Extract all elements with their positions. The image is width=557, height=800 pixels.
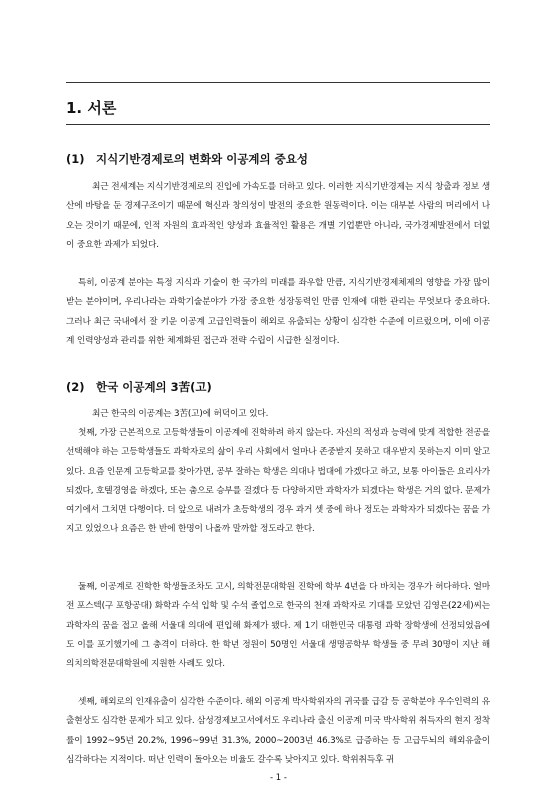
top-rule [66,82,490,83]
section-1-paragraph-1: 최근 전세계는 지식기반경제로의 진입에 가속도를 더하고 있다. 이러한 지식기반경제는 지식 창출과 정보 생산에 바탕을 둔 경제구조이기 때문에 혁신과 창의성이 발전의 중요한 원동력이다. 이는 대부분 사람의 머리에서 나오는 것이기 때문에, 인적 자원의 효과적인 양성과 효율적인 활용은 개별 기업뿐만 아니라, 국가경제발전에서 더없이 중요한 과제가 되었다. [66,182,490,250]
section-1-number: (1) [66,152,85,166]
section-2-title: 한국 이공계의 3苦(고) [96,380,212,394]
section-2-number: (2) [66,380,85,394]
section-1-title: 지식기반경제로의 변화와 이공계의 중요성 [96,152,308,166]
section-1-heading [66,151,308,167]
section-2-paragraph-4: 셋째, 해외로의 인재유출이 심각한 수준이다. 해외 이공계 박사학위자의 귀국률 급감 등 공학분야 우수인력의 유출현상도 심각한 문제가 되고 있다. 삼성경제보고서에서도 우리나라 출신 이공계 미국 박사학위 취득자의 현지 정착률이 1992~95년 20.2%, 1996~99년 31.3%, 2000~2003년 46.3%로 급증하는 등 고급두뇌의 해외유출이 심각하다는 지적이다. 떠난 인력이 돌아오는 비율도 갈수록 낮아지고 있다. 학위취득후 귀 [66,697,490,765]
section-2-heading [66,379,212,395]
section-2-paragraph-1: 최근 한국의 이공계는 3苦(고)에 허덕이고 있다. [92,409,269,419]
chapter-title: 1. 서론 [66,99,117,117]
chapter-rule [66,124,490,125]
section-2-paragraph-3: 둘째, 이공계로 진학한 학생들조차도 고시, 의학전문대학원 진학에 학부 4년을 다 바치는 경우가 허다하다. 얼마전 포스텍(구 포항공대) 화학과 수석 입학 및 수석 졸업으로 한국의 천재 과학자로 기대를 모았던 김영은(22세)씨는 과학자의 꿈을 접고 올해 서울대 의대에 편입해 화제가 됐다. 제 1기 대한민국 대통령 과학 장학생에 선정되었음에도 이를 포기했기에 그 충격이 더하다. 한 학년 정원이 50명인 서울대 생명공학부 학생들 중 무려 30명이 지난 해 의치의학전문대학원에 지원한 사례도 있다. [66,582,490,670]
section-2-paragraph-2: 첫째, 가장 근본적으로 고등학생들이 이공계에 진학하려 하지 않는다. 자신의 적성과 능력에 맞게 적합한 전공을 선택해야 하는 고등학생들도 과학자로의 삶이 우리 사회에서 얼마나 존중받지 못하고 대우받지 못하는지 이미 알고 있다. 요즘 인문계 고등학교를 찾아가면, 공부 잘하는 학생은 의대나 법대에 가겠다고 하고, 보통 아이들은 요리사가 되겠다, 호텔경영을 하겠다, 또는 춤으로 승부를 걸겠다 등 다양하지만 과학자가 되겠다는 학생은 거의 없다. 문제가 여기에서 그치면 다행이다. 더 앞으로 내려가 초등학생의 경우 과거 셋 중에 하나 정도는 과학자가 되겠다는 꿈을 가지고 있었으나 요즘은 한 반에 한명이 나올까 말까할 정도라고 한다. [66,428,490,535]
section-1-paragraph-2: 특히, 이공계 분야는 특정 지식과 기술이 한 국가의 미래를 좌우할 만큼, 지식기반경제체제의 영향을 가장 많이 받는 분야이며, 우리나라는 과학기술분야가 가장 중요한 성장동력인 만큼 인재에 대한 관리는 무엇보다 중요하다. 그러나 최근 국내에서 잘 키운 이공계 고급인력들이 해외로 유출되는 상황이 심각한 수준에 이르렀으며, 이에 이공계 인력양성과 관리를 위한 체계화된 접근과 전략 수립이 시급한 실정이다. [66,278,490,346]
page-number: - 1 - [270,773,287,783]
